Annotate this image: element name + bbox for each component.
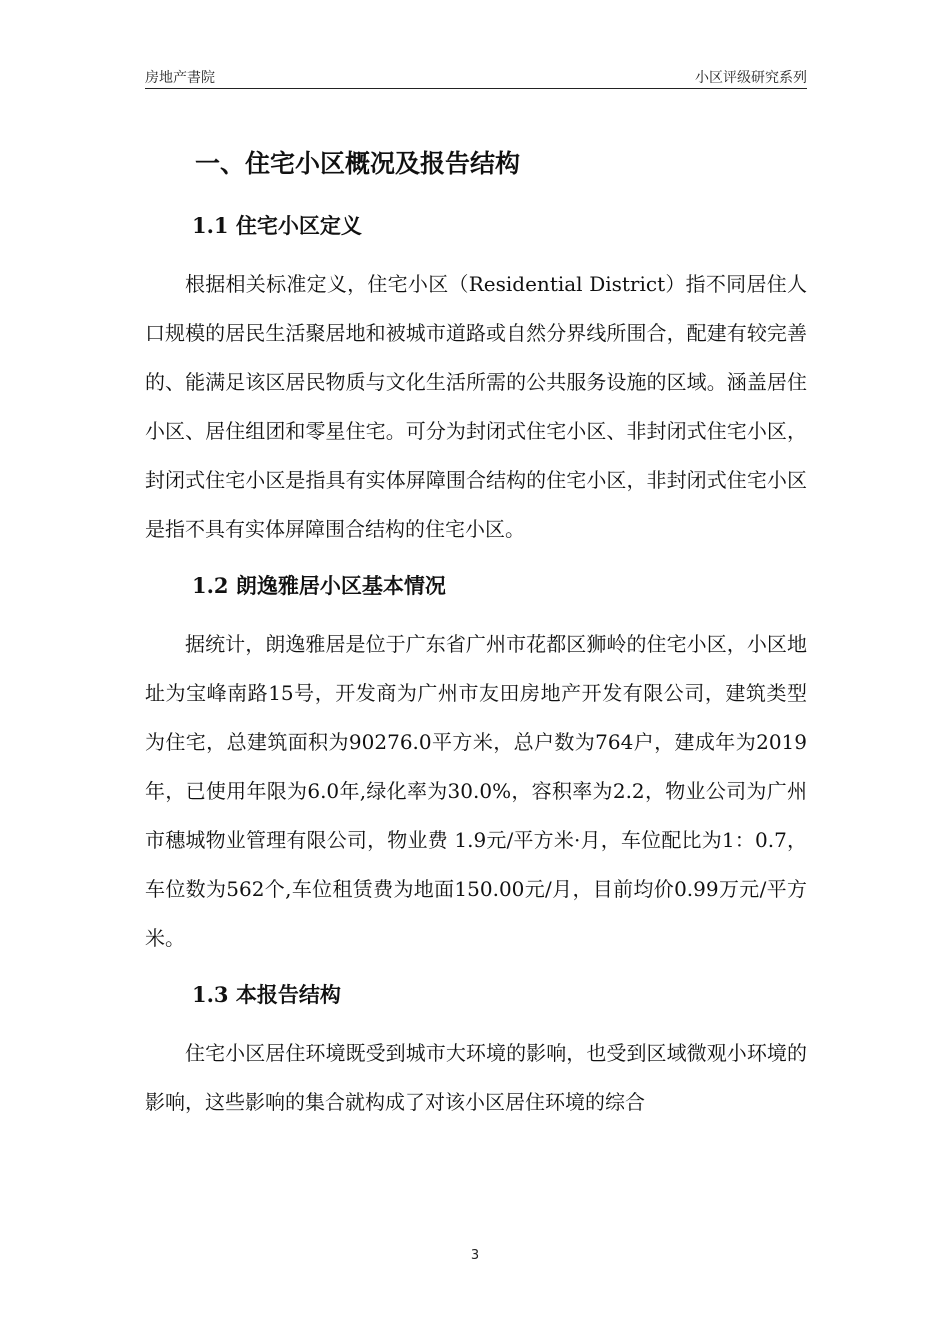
section-report-structure [145,975,807,1127]
chapter-title: 一、住宅小区概况及报告结构 [195,149,521,178]
section-heading: 1.3 本报告结构 [192,982,341,1007]
header-publisher: 房地产書院 [145,70,215,86]
header-series-title: 小区评级研究系列 [695,70,807,86]
section-paragraph: 根据相关标准定义，住宅小区（Residential District）指不同居住人口规模的居民生活聚居地和被城市道路或自然分界线所围合，配建有较完善的、能满足该区居民物质与文化生活所需的公共服务设施的区域。涵盖居住小区、居住组团和零星住宅。可分为封闭式住宅小区、非封闭式住宅小区，封闭式住宅小区是指具有实体屏障围合结构的住宅小区，非封闭式住宅小区是指不具有实体屏障围合结构的住宅小区。 [145,272,807,541]
section-definition [145,206,807,554]
section-basic-info [145,566,807,963]
section-heading: 1.1 住宅小区定义 [192,213,362,238]
section-paragraph: 住宅小区居住环境既受到城市大环境的影响，也受到区域微观小环境的影响，这些影响的集合就构成了对该小区居住环境的综合 [145,1041,807,1114]
document-body [145,140,807,1127]
section-heading: 1.2 朗逸雅居小区基本情况 [192,573,446,598]
section-paragraph: 据统计，朗逸雅居是位于广东省广州市花都区狮岭的住宅小区，小区地址为宝峰南路15号，开发商为广州市友田房地产开发有限公司，建筑类型为住宅，总建筑面积为90276.0平方米，总户数为764户，建成年为2019年，已使用年限为6.0年,绿化率为30.0%，容积率为2.2，物业公司为广州市穗城物业管理有限公司，物业费 1.9元/平方米·月，车位配比为1：0.7，车位数为562个,车位租赁费为地面150.00元/月，目前均价0.99万元/平方米。 [145,632,807,950]
page-header [145,62,807,89]
page-number: 3 [470,1248,480,1263]
